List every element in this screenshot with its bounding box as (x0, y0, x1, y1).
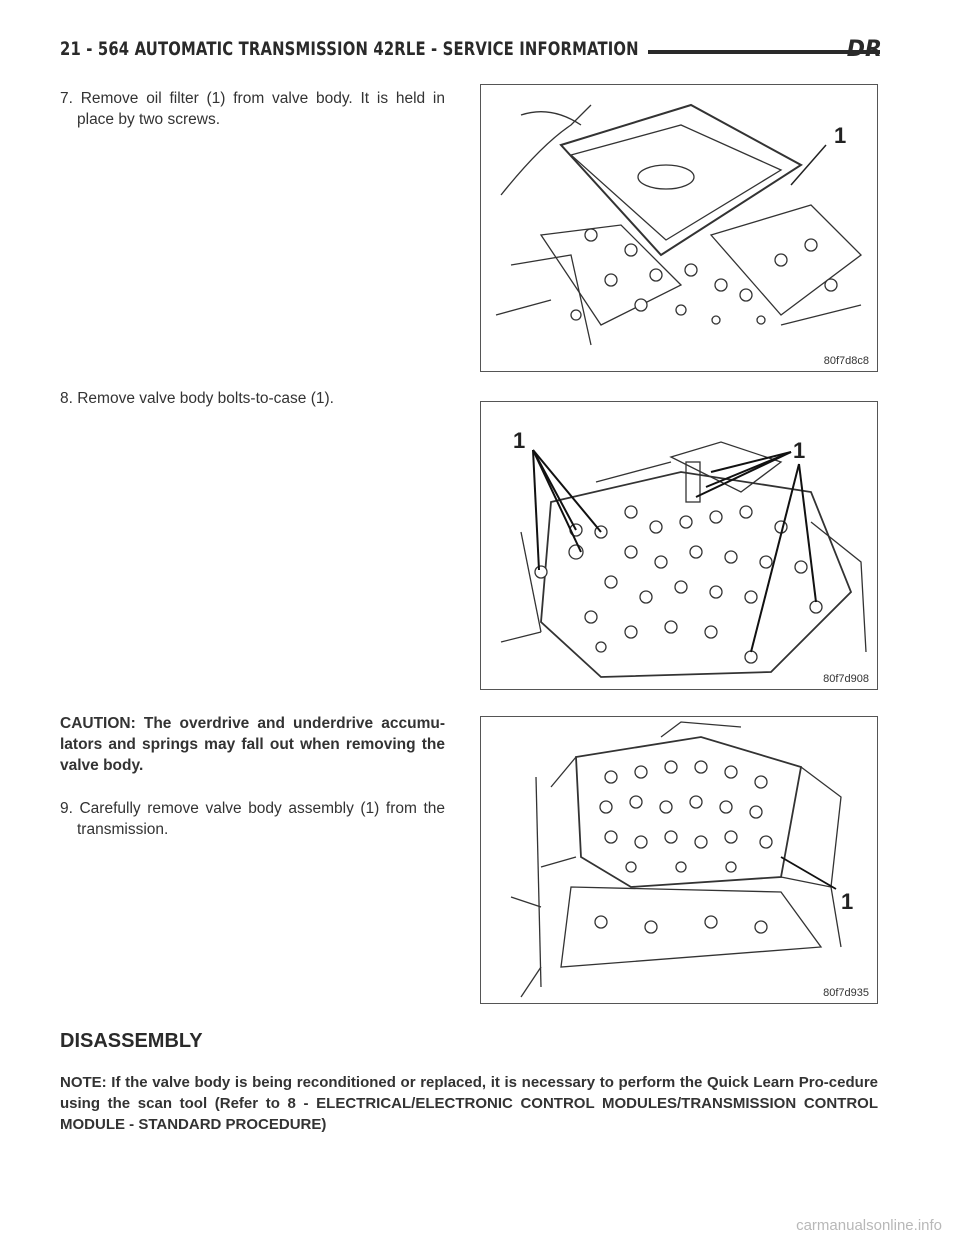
callout-1: 1 (834, 123, 847, 148)
figure-oil-filter (480, 84, 878, 372)
valve-body-assembly-illustration (481, 717, 877, 1003)
callout-1: 1 (841, 889, 854, 914)
step-9-text: 9. Carefully remove valve body assembly (1) from the transmission. (60, 800, 445, 838)
watermark: carmanualsonline.info (796, 1217, 942, 1234)
page-title: 21 - 564 AUTOMATIC TRANSMISSION 42RLE - SERVICE INFORMATION (60, 38, 639, 60)
oil-filter-illustration (481, 85, 877, 371)
figure-valve-body-assembly (480, 716, 878, 1004)
figure-id: 80f7d8c8 (823, 355, 869, 367)
callout-1-right: 1 (793, 438, 806, 463)
valve-body-bolts-illustration (481, 402, 877, 689)
caution-text: CAUTION: The overdrive and underdrive accumu-lators and springs may fall out when removing the valve body. (60, 715, 445, 774)
figure-id: 80f7d935 (823, 987, 869, 999)
brand-badge: DR (846, 37, 882, 62)
step-7-text: 7. Remove oil filter (1) from valve body. It is held in place by two screws. (60, 90, 445, 128)
header-rule (648, 50, 880, 54)
step-7 (60, 88, 445, 130)
note-text: NOTE: If the valve body is being reconditioned or replaced, it is necessary to perform the Quick Learn Pro-cedure using the scan tool (Refer to 8 - ELECTRICAL/ELECTRONIC CONTROL MODULES/TRANSMISSION CONTROL MODULE - STANDARD PROCEDURE) (60, 1074, 878, 1133)
step-8-text: 8. Remove valve body bolts-to-case (1). (60, 390, 334, 407)
figure-id: 80f7d908 (823, 673, 869, 685)
page-header (60, 38, 880, 66)
step-8 (60, 388, 445, 409)
section-title: DISASSEMBLY (60, 1030, 203, 1052)
callout-1-left: 1 (513, 428, 526, 453)
step-9 (60, 798, 445, 840)
figure-valve-body-bolts (480, 401, 878, 690)
